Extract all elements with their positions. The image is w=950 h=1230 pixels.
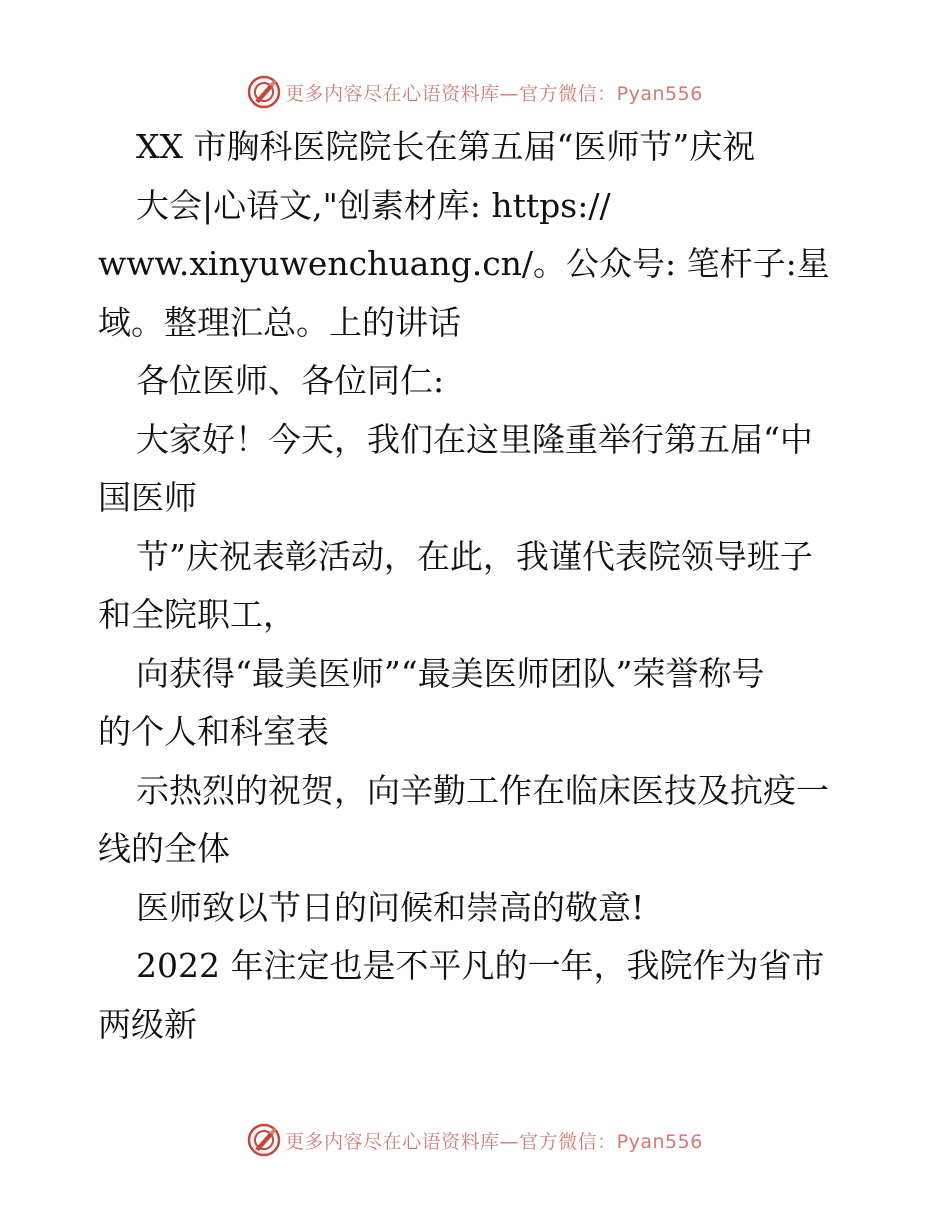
title-line-3: www.xinyuwenchuang.cn/。公众号: 笔杆子:星	[98, 244, 830, 283]
paragraph-line: 线的全体	[98, 829, 230, 868]
salutation-line: 各位医师、各位同仁:	[136, 361, 445, 400]
paragraph-line: 节”庆祝表彰活动，在此，我谨代表院领导班子	[136, 536, 813, 576]
paragraph-line: 的个人和科室表	[98, 712, 329, 751]
title-line-4: 域。整理汇总。上的讲话	[98, 302, 461, 342]
document-body	[98, 118, 858, 1054]
header-watermark	[0, 70, 950, 114]
title-line-2: 大会|心语文,"创素材库: https://	[136, 185, 611, 225]
pen-logo-icon	[247, 75, 281, 109]
paragraph-line: 2022 年注定也是不平凡的一年，我院作为省市	[136, 946, 825, 985]
pen-logo-icon	[247, 1123, 281, 1157]
watermark-text: 更多内容尽在心语资料库—官方微信：Pyan556	[285, 1130, 703, 1153]
footer-watermark	[0, 1118, 950, 1162]
paragraph-line: 大家好！今天，我们在这里隆重举行第五届“中	[136, 419, 813, 459]
paragraph-line: 示热烈的祝贺，向辛勤工作在临床医技及抗疫一	[136, 770, 829, 810]
paragraph-line: 两级新	[98, 1004, 197, 1044]
paragraph-line: 向获得“最美医师”“最美医师团队”荣誉称号	[136, 653, 765, 693]
watermark-text: 更多内容尽在心语资料库—官方微信：Pyan556	[285, 82, 703, 105]
paragraph-line: 医师致以节日的问候和崇高的敬意!	[136, 887, 645, 927]
paragraph-line: 和全院职工，	[98, 595, 296, 634]
paragraph-line: 国医师	[98, 478, 197, 517]
title-line-1: XX 市胸科医院院长在第五届“医师节”庆祝	[136, 127, 756, 166]
